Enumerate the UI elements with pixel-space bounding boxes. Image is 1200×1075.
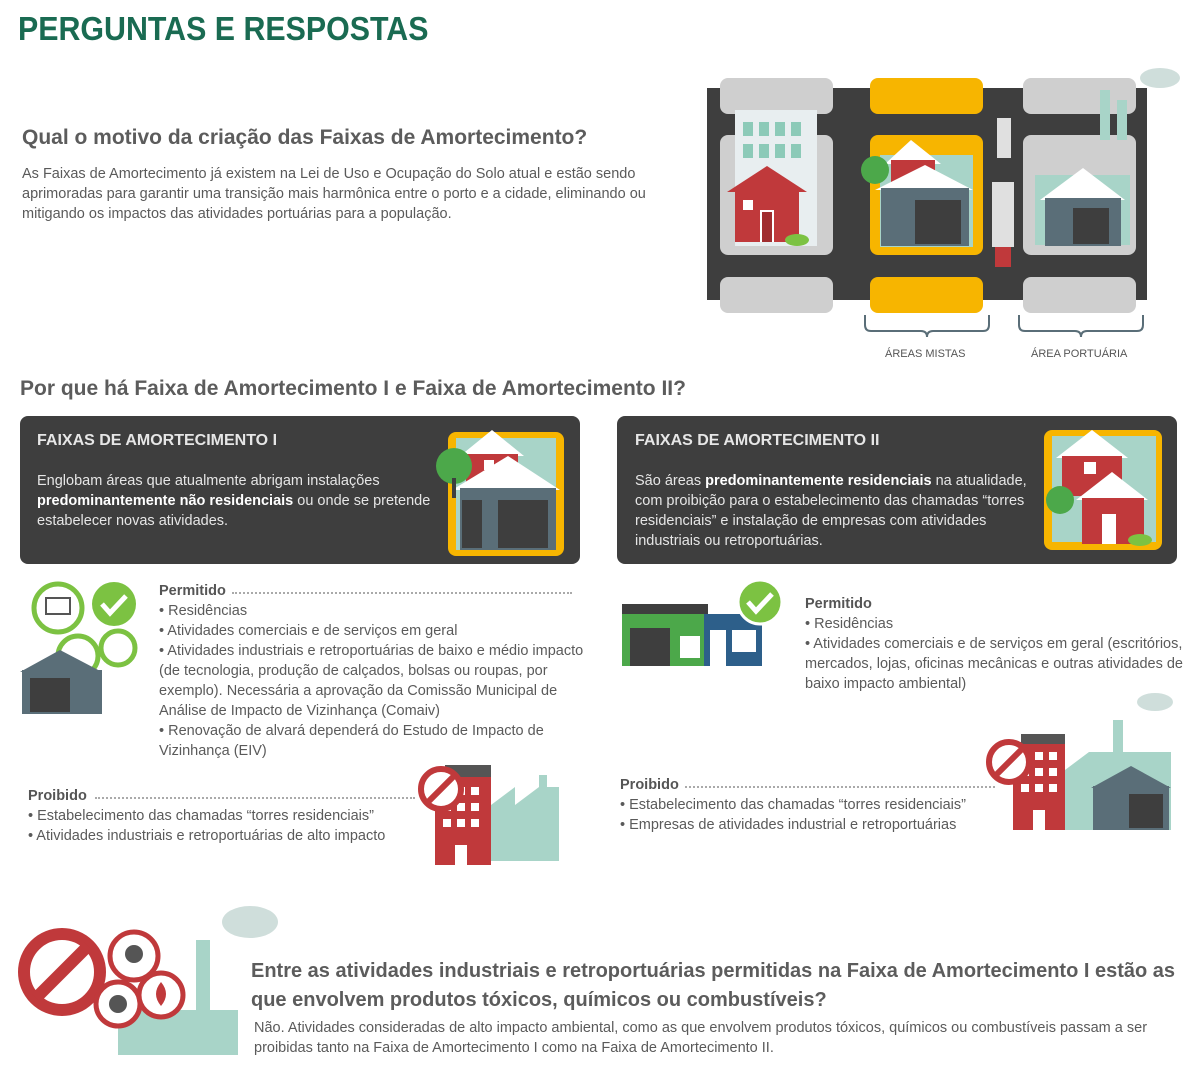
label-mixed-areas: ÁREAS MISTAS: [885, 348, 966, 360]
list-item: • Residências: [159, 603, 248, 619]
faixa-2-allowed-icons: [620, 578, 790, 670]
list-item: • Renovação de alvará dependerá do Estudo de Impacto de Vizinhança (EIV): [159, 723, 544, 759]
faixa-1-title: FAIXAS DE AMORTECIMENTO I: [37, 432, 278, 449]
faixa-1-allowed-divider: [232, 592, 572, 594]
question-3: Entre as atividades industriais e retroportuárias permitidas na Faixa de Amortecimento I estão as que envolvem produtos tóxicos, químicos ou combustíveis?: [251, 960, 1176, 1011]
list-item: • Estabelecimento das chamadas “torres residenciais”: [620, 797, 966, 813]
faixa-1-allowed-icons: [18, 578, 158, 718]
list-item: • Residências: [805, 616, 894, 632]
list-item: • Empresas de atividades industrial e retroportuárias: [620, 817, 957, 833]
list-item: • Atividades comerciais e de serviços em geral (escritórios, mercados, lojas, oficinas mecânicas e outras atividades de baixo impacto ambiental): [805, 636, 1183, 692]
faixa-2-forbidden-icon: [985, 690, 1180, 840]
faixa-2-forbidden-list: [620, 775, 1020, 835]
question-1: Qual o motivo da criação das Faixas de Amortecimento?: [22, 126, 588, 149]
page-title: PERGUNTAS E RESPOSTAS: [18, 10, 429, 47]
faixa-1-allowed-list: [159, 581, 599, 761]
question-2: Por que há Faixa de Amortecimento I e Faixa de Amortecimento II?: [20, 377, 686, 400]
faixa-2-description: São áreas predominantemente residenciais na atualidade, com proibição para o estabelecimento das chamadas “torres residenciais” e instalação de empresas com atividades industriais ou retroportuárias.: [635, 473, 1027, 549]
faixa-2-allowed-list: [805, 594, 1185, 694]
faixa-1-forbidden-title: Proibido: [28, 788, 87, 804]
list-item: • Atividades comerciais e de serviços em geral: [159, 623, 458, 639]
list-item: • Atividades industriais e retroportuárias de alto impacto: [28, 828, 386, 844]
answer-1: As Faixas de Amortecimento já existem na Lei de Uso e Ocupação do Solo atual e estão sendo aprimoradas para garantir uma transição mais harmônica entre o porto e a cidade, eliminando ou mitigando os impactos das atividades portuárias para a população.: [22, 166, 646, 222]
faixa-1-description: Englobam áreas que atualmente abrigam instalações predominantemente não residenciais ou onde se pretende estabelecer novas atividades.: [37, 473, 431, 529]
faixa-1-forbidden-divider: [95, 797, 415, 799]
faixa-2-forbidden-divider: [685, 786, 995, 788]
answer-3: Não. Atividades consideradas de alto impacto ambiental, como as que envolvem produtos tóxicos, químicos ou combustíveis passam a ser proibidas tanto na Faixa de Amortecimento I como na Faixa de Amortecimento II.: [254, 1020, 1148, 1056]
list-item: • Estabelecimento das chamadas “torres residenciais”: [28, 808, 374, 824]
faixa-2-allowed-title: Permitido: [805, 596, 872, 612]
faixa-1-house-icon: [432, 428, 572, 558]
faixa-2-forbidden-title: Proibido: [620, 777, 679, 793]
city-map-illustration: [705, 60, 1185, 370]
hazard-icons: [18, 900, 283, 1060]
faixa-1-forbidden-list: [28, 786, 428, 846]
faixa-2-title: FAIXAS DE AMORTECIMENTO II: [635, 432, 880, 449]
label-port-area: ÁREA PORTUÁRIA: [1031, 348, 1128, 360]
list-item: • Atividades industriais e retroportuárias de baixo e médio impacto (de tecnologia, produção de calçados, bolsas ou roupas, por exemplo). Necessária a aprovação da Comissão Municipal de Análise de Impacto de Vizinhança (Comaiv): [159, 643, 584, 719]
faixa-1-allowed-title: Permitido: [159, 583, 226, 599]
faixa-1-forbidden-icon: [415, 755, 575, 895]
faixa-2-house-icon: [1040, 428, 1165, 553]
